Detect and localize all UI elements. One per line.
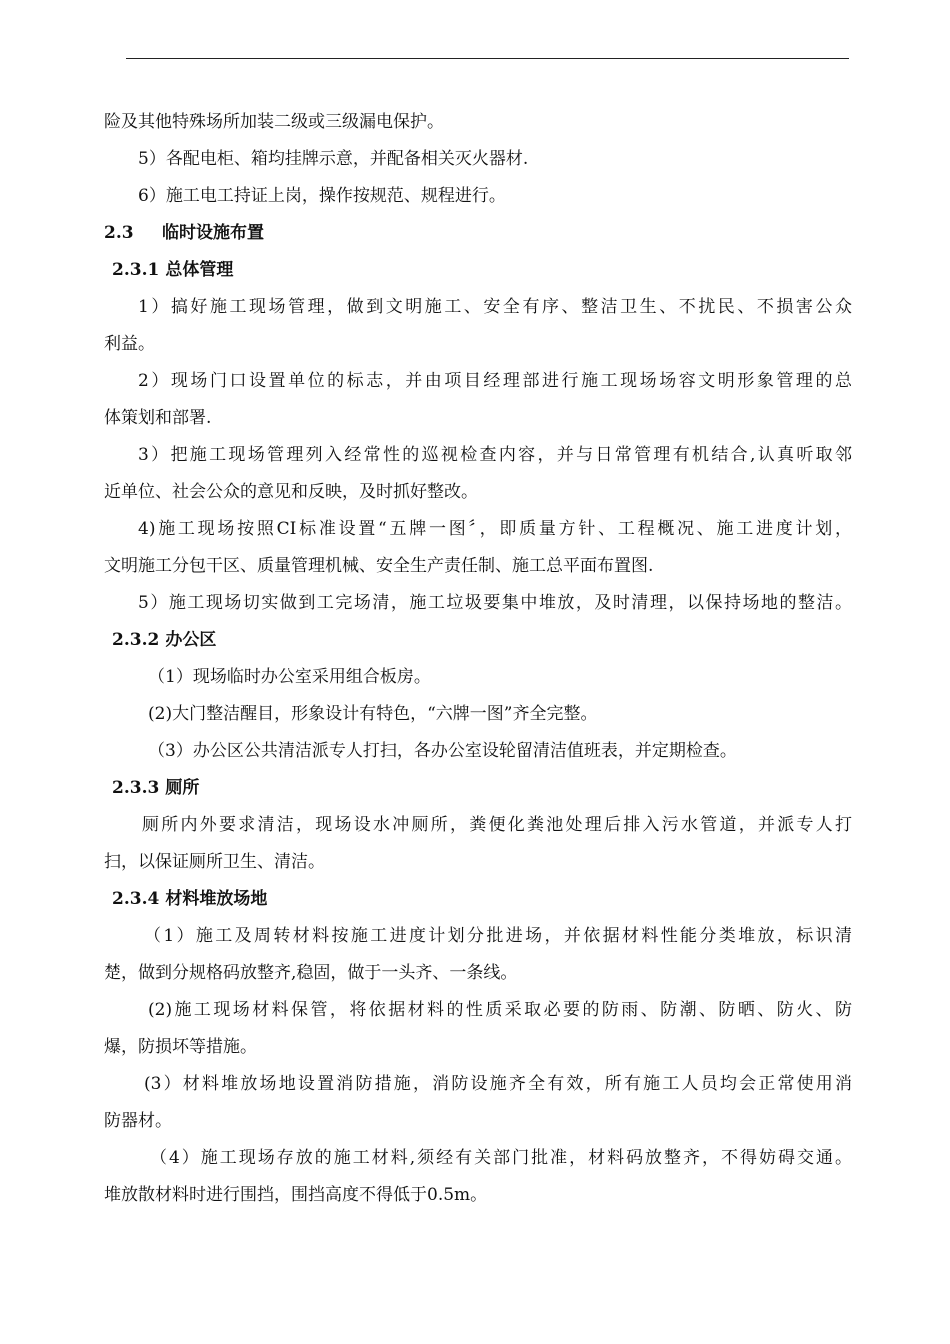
header-rule: [126, 58, 849, 59]
section-title: 临时设施布置: [162, 223, 264, 243]
paragraph-line: 利益。: [104, 334, 155, 354]
paragraph-line: 1）搞好施工现场管理，做到文明施工、安全有序、整洁卫生、不扰民、不损害公众: [138, 297, 852, 317]
document-body: [104, 104, 852, 1214]
paragraph-line: 4)施工现场按照CI标准设置“五牌一图〞，即质量方针、工程概况、施工进度计划，: [138, 519, 852, 539]
paragraph-line: 体策划和部署.: [104, 408, 212, 428]
paragraph-line: 险及其他特殊场所加装二级或三级漏电保护。: [104, 112, 444, 132]
paragraph-line: 文明施工分包干区、质量管理机械、安全生产责任制、施工总平面布置图.: [104, 556, 654, 576]
paragraph-line: （1）现场临时办公室采用组合板房。: [148, 667, 431, 687]
subsection-number: 2.3.1: [112, 260, 160, 280]
paragraph-line: 5）施工现场切实做到工完场清，施工垃圾要集中堆放，及时清理，以保持场地的整洁。: [138, 593, 852, 613]
section-heading: [104, 215, 852, 252]
paragraph-line: 6）施工电工持证上岗，操作按规范、规程进行。: [138, 186, 506, 206]
subsection-title: 办公区: [165, 630, 217, 650]
subsection-heading: [104, 881, 852, 918]
subsection-number: 2.3.2: [112, 630, 160, 650]
paragraph-line: 楚，做到分规格码放整齐,稳固，做于一头齐、一条线。: [104, 963, 518, 983]
paragraph-line: 2）现场门口设置单位的标志，并由项目经理部进行施工现场场容文明形象管理的总: [138, 371, 852, 391]
subsection-heading: [104, 252, 852, 289]
paragraph-line: (3）材料堆放场地设置消防措施，消防设施齐全有效，所有施工人员均会正常使用消: [144, 1074, 852, 1094]
subsection-title: 材料堆放场地: [165, 889, 268, 909]
paragraph-line: 防器材。: [104, 1111, 172, 1131]
paragraph-line: 爆，防损坏等措施。: [104, 1037, 257, 1057]
paragraph-line: （3）办公区公共清洁派专人打扫，各办公室设轮留清洁值班表，并定期检查。: [148, 741, 737, 761]
paragraph-line: 堆放散材料时进行围挡，围挡高度不得低于0.5m。: [104, 1185, 488, 1205]
paragraph-line: (2)施工现场材料保管，将依据材料的性质采取必要的防雨、防潮、防晒、防火、防: [148, 1000, 852, 1020]
paragraph-line: （4）施工现场存放的施工材料,须经有关部门批准，材料码放整齐，不得妨碍交通。: [150, 1148, 852, 1168]
paragraph-line: 近单位、社会公众的意见和反映，及时抓好整改。: [104, 482, 478, 502]
paragraph-line: 3）把施工现场管理列入经常性的巡视检查内容，并与日常管理有机结合,认真听取邻: [138, 445, 852, 465]
paragraph-line: （1）施工及周转材料按施工进度计划分批进场，并依据材料性能分类堆放，标识清: [144, 926, 852, 946]
subsection-number: 2.3.3: [112, 778, 160, 798]
paragraph-line: 扫，以保证厕所卫生、清洁。: [104, 852, 325, 872]
paragraph-line: (2)大门整洁醒目，形象设计有特色，“六牌一图”齐全完整。: [148, 704, 598, 724]
subsection-heading: [104, 770, 852, 807]
paragraph-line: 5）各配电柜、箱均挂牌示意，并配备相关灭火器材.: [138, 149, 529, 169]
paragraph-line: 厕所内外要求清洁，现场设水冲厕所，粪便化粪池处理后排入污水管道，并派专人打: [142, 815, 852, 835]
subsection-heading: [104, 622, 852, 659]
subsection-number: 2.3.4: [112, 889, 160, 909]
subsection-title: 厕所: [165, 778, 200, 798]
subsection-title: 总体管理: [165, 260, 234, 280]
section-number: 2.3: [104, 223, 134, 243]
